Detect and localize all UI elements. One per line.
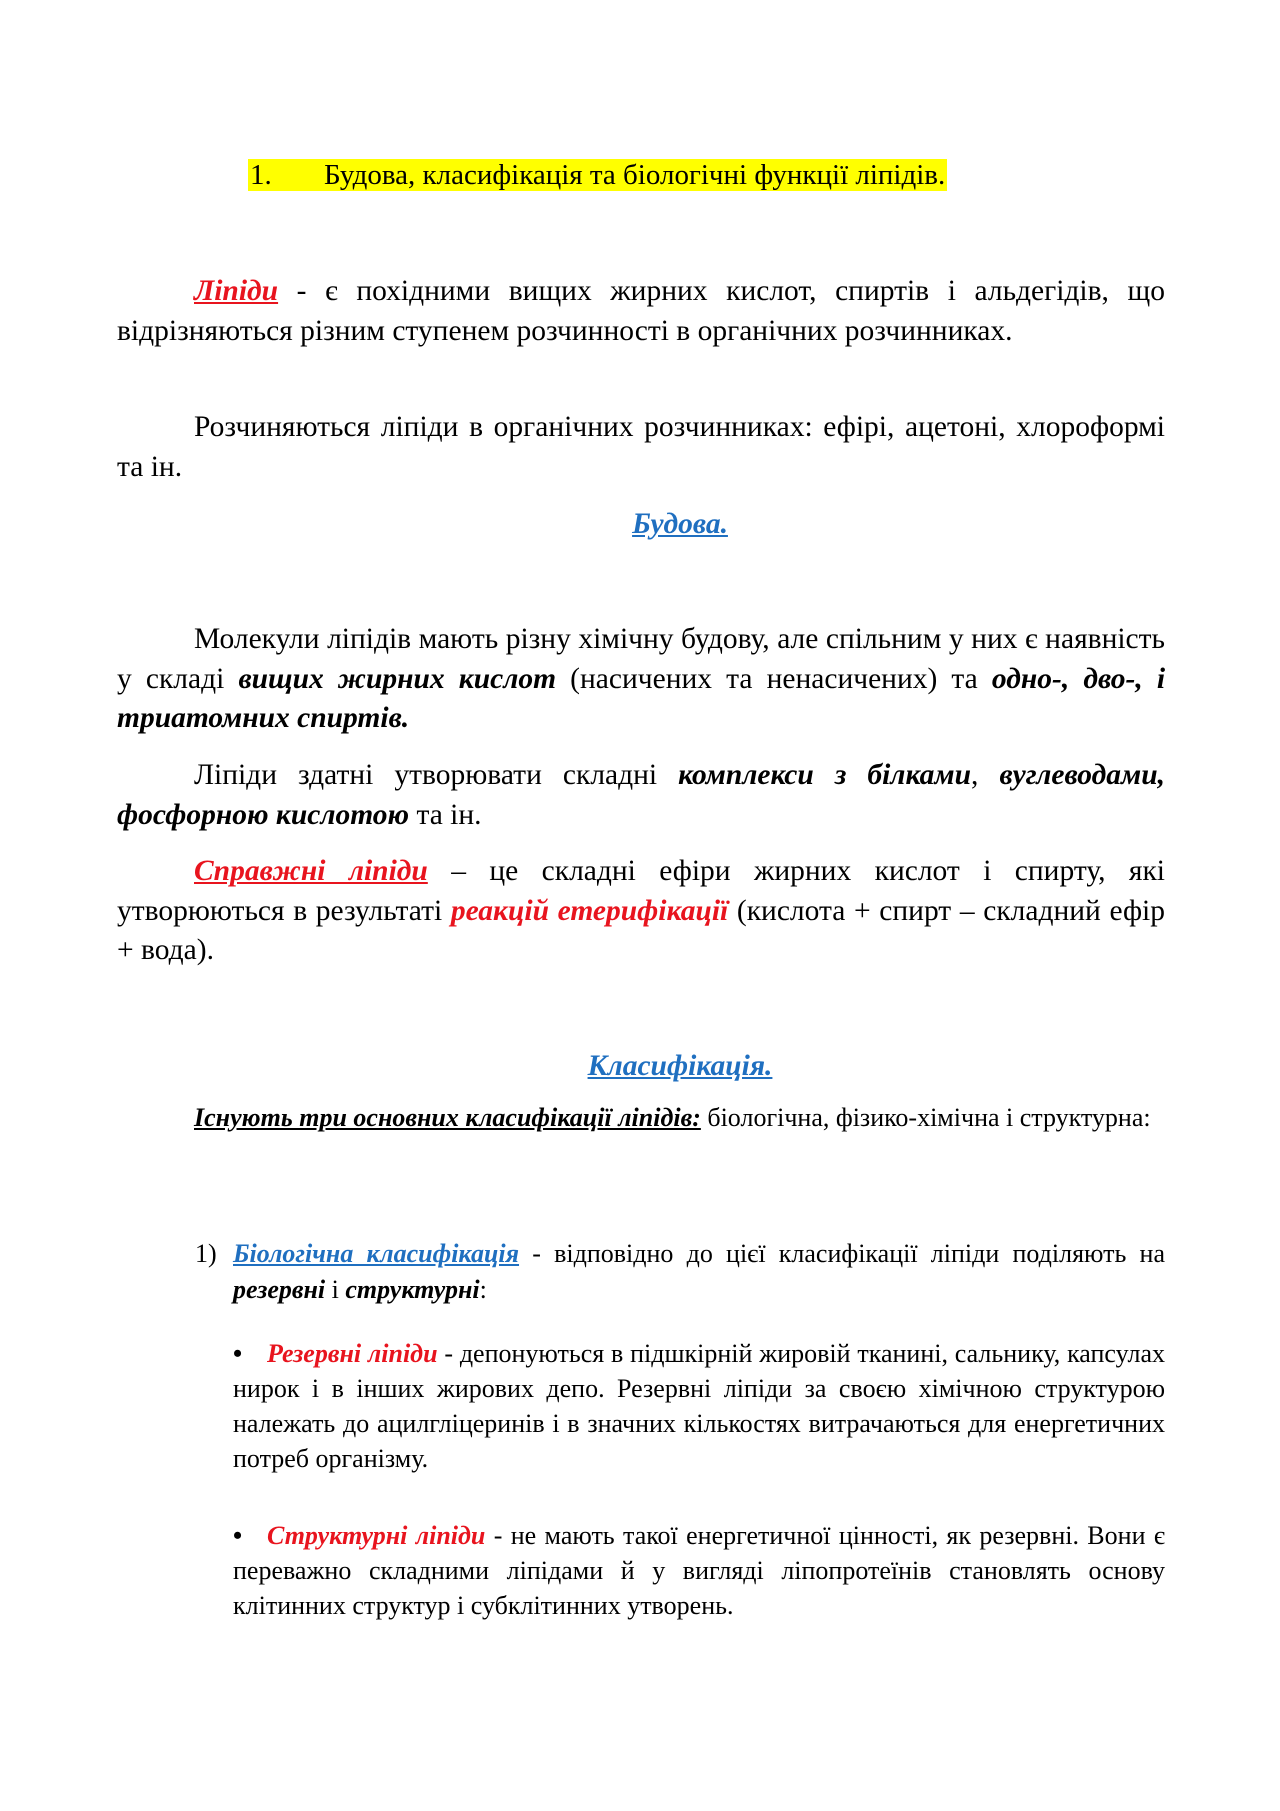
true-lipids-text-c: (кислота + спирт – складний ефір + вода). [117,894,1166,966]
heading-classification: Класифікація. [587,1050,773,1082]
term-reserve-lipids: Резервні ліпіди [267,1339,438,1368]
alcohols-term: одно-, дво-, і триатомних спиртів. [117,662,1166,734]
term-reserve: резервні [233,1275,326,1304]
paragraph-complexes [117,756,1165,835]
three-classifications-text: біологічна, фізико-хімічна і структурна: [700,1103,1151,1132]
list-item-body [233,1236,1165,1308]
term-biological-classification: Біологічна класифікація [233,1239,520,1268]
solubility-text: Розчиняються ліпіди в органічних розчинниках: ефірі, ацетоні, хлороформі та ін. [117,411,1165,483]
paragraph-true-lipids [117,852,1165,971]
section-title [248,157,947,193]
term-structural: структурні [345,1275,480,1304]
title-highlight [248,159,947,191]
bullet-icon: • [233,1521,243,1550]
biological-text-e: : [479,1275,487,1304]
bullet-reserve-lipids [233,1336,1165,1476]
paragraph-lipids-definition [117,272,1165,351]
lipids-definition-text: - є похідними вищих жирних кислот, спиртів і альдегідів, що відрізняються різним ступенем розчинності в органічних розчинниках. [117,275,1165,347]
title-number: 1. [250,159,272,191]
list-item-biological [195,1236,1165,1308]
reserve-lipids-text: - депонуються в підшкірній жировій тканині, сальнику, капсулах нирок і в інших жирових депо. Резервні ліпіди за своєю хімічною структурою належать до ацилгліцеринів і в значних кількостях витрачаються для енергетичних потреб організму. [233,1339,1165,1473]
complexes-text-a: Ліпіди здатні утворювати складні [194,759,679,791]
complexes-text-c: , [971,759,1000,791]
term-structural-lipids: Структурні ліпіди [267,1521,486,1550]
structural-lipids-text: - не мають такої енергетичної цінності, як резервні. Вони є переважно складними ліпідами й у вигляді ліпопротеїнів становлять основу клітинних структур і субклітинних утворень. [233,1521,1165,1620]
list-marker: 1) [195,1239,217,1268]
complexes-with-proteins: комплекси з білками [678,759,972,791]
biological-text-c: і [325,1275,346,1304]
term-three-classifications: Існують три основних класифікації ліпідів: [194,1103,701,1132]
biological-text-a: - відповідно до цієї класифікації ліпіди поділяють на [519,1239,1165,1268]
molecules-text-c: (насичених та ненасичених) та [556,662,992,695]
heading-structure: Будова. [632,508,728,540]
molecules-text-a: Молекули ліпідів мають різну хімічну будову, але спільним у них є наявність у складі [117,623,1165,695]
title-text: Будова, класифікація та біологічні функції ліпідів. [324,159,946,191]
higher-fatty-acids: вищих жирних кислот [238,662,557,695]
bullet-icon: • [233,1339,243,1368]
paragraph-solubility [117,408,1165,487]
bullet-structural-lipids [233,1518,1165,1623]
esterification-reactions: реакцій етерифікації [450,894,729,927]
carbs-phosphoric-acid: вуглеводами, фосфорною кислотою [117,759,1165,831]
term-lipids: Ліпіди [194,275,279,307]
paragraph-three-classifications [117,1100,1165,1136]
true-lipids-text-a: – це складні ефіри жирних кислот і спирту, які утворюються в результаті [117,855,1166,927]
complexes-text-e: та ін. [409,798,482,831]
term-true-lipids: Справжні ліпіди [194,855,428,887]
paragraph-molecules [117,620,1165,739]
